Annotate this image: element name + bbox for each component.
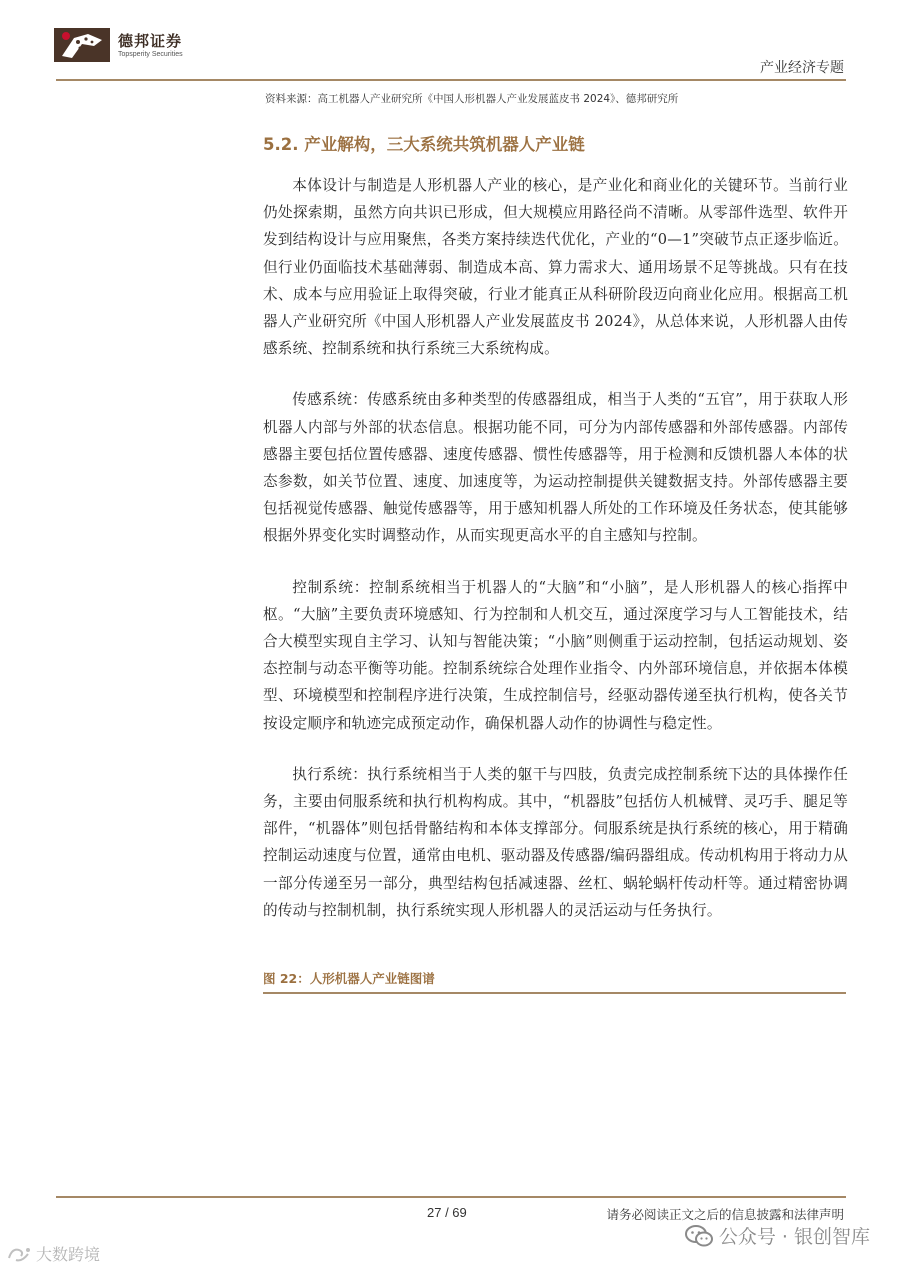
logo-name-en: Topsperity Securities bbox=[118, 50, 183, 58]
page-number: 27 / 69 bbox=[427, 1205, 467, 1220]
header-divider bbox=[56, 79, 846, 81]
leopard-logo-icon bbox=[54, 26, 112, 64]
paragraph-execution-system: 执行系统：执行系统相当于人类的躯干与四肢，负责完成控制系统下达的具体操作任务，主要由伺服系统和执行机构构成。其中，“机器肢”包括仿人机械臂、灵巧手、腿足等部件，“机器体”则包括骨骼结构和本体支撑部分。伺服系统是执行系统的核心，用于精确控制运动速度与位置，通常由电机、驱动器及传感器/编码器组成。传动机构用于将动力从一部分传递至另一部分，典型结构包括减速器、丝杠、蜗轮蜗杆传动杆等。通过精密协调的传动与控制机制，执行系统实现人形机器人的灵活运动与任务执行。 bbox=[263, 765, 848, 919]
wechat-watermark bbox=[685, 1222, 870, 1249]
corner-watermark-text: 大数跨境 bbox=[36, 1245, 101, 1264]
paragraph-control-system: 控制系统：控制系统相当于机器人的“大脑”和“小脑”，是人形机器人的核心指挥中枢。“大脑”主要负责环境感知、行为控制和人机交互，通过深度学习与人工智能技术，结合大模型实现自主学习、认知与智能决策；“小脑”则侧重于运动控制，包括运动规划、姿态控制与动态平衡等功能。控制系统综合处理作业指令、内外部环境信息，并依据本体模型、环境模型和控制程序进行决策，生成控制信号，经驱动器传递至执行机构，使各关节按设定顺序和轨迹完成预定动作，确保机器人动作的协调性与稳定性。 bbox=[263, 578, 848, 732]
figure-caption: 图 22：人形机器人产业链图谱 bbox=[263, 971, 435, 986]
figure-divider bbox=[263, 992, 846, 994]
paragraph-intro: 本体设计与制造是人形机器人产业的核心，是产业化和商业化的关键环节。当前行业仍处探索期，虽然方向共识已形成，但大规模应用路径尚不清晰。从零部件选型、软件开发到结构设计与应用聚焦，各类方案持续迭代优化，产业的“0—1”突破节点正逐步临近。但行业仍面临技术基础薄弱、制造成本高、算力需求大、通用场景不足等挑战。只有在技术、成本与应用验证上取得突破，行业才能真正从科研阶段迈向商业化应用。根据高工机器人产业研究所《中国人形机器人产业发展蓝皮书 2024》，从总体来说，人形机器人由传感系统、控制系统和执行系统三大系统构成。 bbox=[263, 177, 848, 358]
legal-disclaimer: 请务必阅读正文之后的信息披露和法律声明 bbox=[606, 1207, 844, 1222]
wechat-watermark-text: 公众号 · 银创智库 bbox=[718, 1226, 870, 1248]
company-logo bbox=[54, 26, 183, 64]
wechat-icon bbox=[685, 1224, 713, 1248]
report-topic: 产业经济专题 bbox=[760, 60, 844, 76]
body-text bbox=[263, 172, 848, 948]
section-title: 5.2. 产业解构，三大系统共筑机器人产业链 bbox=[263, 135, 585, 154]
footer-divider bbox=[56, 1196, 846, 1198]
logo-name-cn: 德邦证券 bbox=[118, 31, 183, 50]
corner-watermark bbox=[6, 1242, 100, 1265]
source-note: 资料来源：高工机器人产业研究所《中国人形机器人产业发展蓝皮书 2024》、德邦研究所 bbox=[265, 93, 679, 105]
paragraph-sensing-system: 传感系统：传感系统由多种类型的传感器组成，相当于人类的“五官”，用于获取人形机器人内部与外部的状态信息。根据功能不同，可分为内部传感器和外部传感器。内部传感器主要包括位置传感器、速度传感器、惯性传感器等，用于检测和反馈机器人本体的状态参数，如关节位置、速度、加速度等，为运动控制提供关键数据支持。外部传感器主要包括视觉传感器、触觉传感器等，用于感知机器人所处的工作环境及任务状态，使其能够根据外界变化实时调整动作，从而实现更高水平的自主感知与控制。 bbox=[263, 391, 848, 545]
swirl-logo-icon bbox=[6, 1244, 32, 1264]
